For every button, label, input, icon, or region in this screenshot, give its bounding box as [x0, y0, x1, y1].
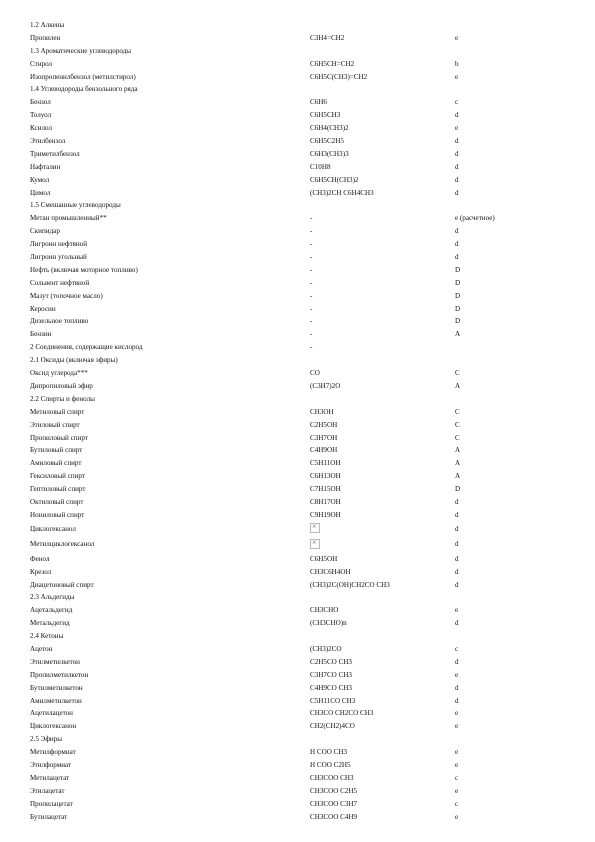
chemical-formula: C2H5OH: [310, 420, 338, 429]
chemical-formula: C6H5C2H5: [310, 137, 344, 146]
table-row: [30, 470, 570, 483]
substance-name: Пропилметилкетон: [30, 670, 89, 679]
substance-name: 1.5 Смешанные углеводороды: [30, 201, 121, 210]
table-row: [30, 630, 570, 643]
substance-name: Циклогексанон: [30, 722, 77, 731]
chemical-formula: CO: [310, 369, 320, 378]
substance-name: Метиловый спирт: [30, 407, 85, 416]
chemical-formula: -: [310, 278, 313, 287]
substance-name: Метальдегид: [30, 619, 70, 628]
substance-name: Этилбензол: [30, 137, 66, 146]
chemical-formula: C7H15OH: [310, 485, 341, 494]
substance-name: Толуол: [30, 111, 52, 120]
substance-name: Лигроин нефтяной: [30, 240, 88, 249]
chemical-formula: H COO CH3: [310, 748, 348, 757]
group-class: D: [455, 278, 461, 287]
chemical-formula: C6H5CH3: [310, 111, 341, 120]
group-class: d: [455, 253, 459, 262]
chemical-formula: C9H19OH: [310, 510, 341, 519]
substance-name: Нониловый спирт: [30, 510, 85, 519]
group-class: A: [455, 381, 461, 390]
chemical-formula: C3H7OH: [310, 433, 338, 442]
table-row: [30, 772, 570, 785]
substance-name: Бензол: [30, 98, 51, 107]
table-row: [30, 45, 570, 58]
chemical-formula: -: [310, 265, 313, 274]
group-class: d: [455, 683, 459, 692]
table-row: [30, 406, 570, 419]
table-row: [30, 733, 570, 746]
table-row: [30, 277, 570, 290]
chemical-formula: (CH3)2CO: [310, 644, 342, 653]
substance-name: Бутилметилкетон: [30, 683, 83, 692]
substance-name: Скипидар: [30, 227, 60, 236]
table-row: [30, 264, 570, 277]
table-row: [30, 509, 570, 522]
table-row: [30, 393, 570, 406]
substance-name: Диацетоновый спирт: [30, 580, 94, 589]
group-class: d: [455, 227, 459, 236]
table-row: [30, 354, 570, 367]
table-row: [30, 109, 570, 122]
substance-name: Дипропиловый эфир: [30, 381, 93, 390]
table-row: [30, 212, 570, 225]
group-class: D: [455, 291, 461, 300]
group-class: D: [455, 304, 461, 313]
substance-name: Триметилбензол: [30, 149, 80, 158]
chemical-formula: C3H7CO CH3: [310, 670, 352, 679]
group-class: c: [455, 644, 459, 653]
substance-name: Ацетон: [30, 644, 53, 653]
group-class: A: [455, 330, 461, 339]
table-row: [30, 579, 570, 592]
table-row: [30, 669, 570, 682]
substance-name: Этилформиат: [30, 760, 72, 769]
chemical-formula: -: [310, 304, 313, 313]
substance-name: Стирол: [30, 59, 53, 68]
table-row: [30, 225, 570, 238]
substance-name: Бензин: [30, 330, 52, 339]
table-row: [30, 483, 570, 496]
substance-name: Ацетальдегид: [30, 606, 73, 615]
substance-name: Амилметилкетон: [30, 696, 82, 705]
group-class: e: [455, 606, 459, 615]
substance-name: Фенол: [30, 554, 50, 563]
chemical-formula: H COO C2H5: [310, 760, 351, 769]
chemical-formula: C3H4=CH2: [310, 33, 345, 42]
substance-name: Пропилацетат: [30, 799, 73, 808]
table-row: [30, 19, 570, 32]
substance-name: Цимол: [30, 188, 51, 197]
substance-name: 2 Соединения, содержащие кислород: [30, 343, 143, 352]
chemical-formula: CH3COO CH3: [310, 773, 354, 782]
substance-name: Циклогексанол: [30, 524, 76, 533]
chemical-formula: CH3CO CH2CO CH3: [310, 709, 374, 718]
substance-name: Оксид углерода***: [30, 369, 88, 378]
table-row: [30, 643, 570, 656]
group-class: A: [455, 472, 461, 481]
substance-name: Ацетилацетон: [30, 709, 73, 718]
chemical-formula: CH3C6H4OH: [310, 567, 351, 576]
table-row: [30, 617, 570, 630]
table-row: [30, 290, 570, 303]
substance-name: Бутилацетат: [30, 812, 68, 821]
group-class: c: [455, 98, 459, 107]
broken-image-icon: [310, 522, 320, 538]
group-class: C: [455, 369, 460, 378]
substance-name: Лигроин угольный: [30, 253, 87, 262]
group-class: c: [455, 773, 459, 782]
table-row: [30, 174, 570, 187]
substance-name: 2.1 Оксиды (включая эфиры): [30, 356, 118, 365]
group-class: D: [455, 485, 461, 494]
table-row: [30, 315, 570, 328]
group-class: e: [455, 748, 459, 757]
substance-name: Сольвент нефтяной: [30, 278, 90, 287]
table-row: [30, 785, 570, 798]
group-class: d: [455, 188, 459, 197]
substance-name: Этиловый спирт: [30, 420, 80, 429]
table-row: [30, 656, 570, 669]
chemical-formula: CH3OH: [310, 407, 334, 416]
chemical-formula: C5H11CO CH3: [310, 696, 356, 705]
chemical-formula: -: [310, 291, 313, 300]
group-class: d: [455, 240, 459, 249]
substance-name: 1.4 Углеводороды бензольного ряда: [30, 85, 138, 94]
group-class: e: [455, 786, 459, 795]
chemical-formula: CH3COO C2H5: [310, 786, 358, 795]
substance-name: Бутиловый спирт: [30, 446, 83, 455]
substance-name: Амиловый спирт: [30, 459, 82, 468]
group-class: d: [455, 162, 459, 171]
chemical-formula: C6H6: [310, 98, 327, 107]
chemical-formula: C4H9CO CH3: [310, 683, 352, 692]
substance-name: Пропиловый спирт: [30, 433, 88, 442]
group-class: e: [455, 812, 459, 821]
group-class: d: [455, 580, 459, 589]
substance-name: Метилциклогексанол: [30, 540, 95, 549]
group-class: d: [455, 137, 459, 146]
chemical-formula: (CH3CHO)n: [310, 619, 347, 628]
table-row: [30, 96, 570, 109]
substance-name: Пропилен: [30, 33, 61, 42]
chemical-formula: CH3COO C4H9: [310, 812, 358, 821]
chemical-formula: C6H5CH=CH2: [310, 59, 355, 68]
chemical-formula: CH2(CH2)4CO: [310, 722, 355, 731]
group-class: b: [455, 59, 459, 68]
chemical-formula: CH3COO C3H7: [310, 799, 358, 808]
table-row: [30, 522, 570, 538]
group-class: d: [455, 111, 459, 120]
group-class: d: [455, 657, 459, 666]
substance-name: 2.3 Альдегиды: [30, 593, 75, 602]
chemical-formula: -: [310, 317, 313, 326]
chemical-formula: C6H5CH(CH3)2: [310, 175, 359, 184]
substance-name: Кумол: [30, 175, 50, 184]
table-row: [30, 380, 570, 393]
table-row: [30, 367, 570, 380]
chemical-formula: -: [310, 240, 313, 249]
chemical-formula: C10H8: [310, 162, 331, 171]
table-row: [30, 553, 570, 566]
group-class: D: [455, 317, 461, 326]
chemical-formula: CH3CHO: [310, 606, 339, 615]
chemical-formula: C6H3(CH3)3: [310, 149, 349, 158]
table-row: [30, 457, 570, 470]
table-row: [30, 798, 570, 811]
broken-image-icon: [310, 537, 320, 553]
substance-name: Метан промышленный**: [30, 214, 107, 223]
group-class: e: [455, 72, 459, 81]
substance-name: 1.3 Ароматические углеводороды: [30, 46, 132, 55]
table-row: [30, 811, 570, 824]
substance-name: Дизельное топливо: [30, 317, 89, 326]
chemical-formula: C4H9OH: [310, 446, 338, 455]
group-class: d: [455, 175, 459, 184]
chemical-formula: C6H13OH: [310, 472, 341, 481]
substance-name: 2.2 Спирты и фенолы: [30, 394, 95, 403]
chemical-formula: -: [310, 343, 313, 352]
chemical-formula: C2H5CO CH3: [310, 657, 352, 666]
broken-image-icon: [310, 523, 320, 533]
substance-name: 2.4 Кетоны: [30, 632, 64, 641]
substance-name: Мазут (топочное масло): [30, 291, 103, 300]
substance-name: Крезол: [30, 567, 52, 576]
table-row: [30, 303, 570, 316]
group-class: A: [455, 446, 461, 455]
table-row: [30, 432, 570, 445]
substance-name: Керосин: [30, 304, 56, 313]
group-class: d: [455, 540, 459, 549]
group-class: c: [455, 799, 459, 808]
substance-name: Нафталин: [30, 162, 61, 171]
group-class: d: [455, 524, 459, 533]
table-row: [30, 537, 570, 553]
chemical-formula: (CH3)2CH C6H4CH3: [310, 188, 374, 197]
table-row: [30, 419, 570, 432]
substance-name: Метилацетат: [30, 773, 70, 782]
table-row: [30, 238, 570, 251]
table-row: [30, 71, 570, 84]
group-class: e (расчетное): [455, 214, 495, 223]
group-class: d: [455, 619, 459, 628]
table-row: [30, 187, 570, 200]
table-row: [30, 591, 570, 604]
substance-name: Гексиловый спирт: [30, 472, 85, 481]
table-row: [30, 328, 570, 341]
group-class: e: [455, 760, 459, 769]
table-row: [30, 746, 570, 759]
table-row: [30, 604, 570, 617]
chemical-formula: -: [310, 227, 313, 236]
chemical-formula: -: [310, 214, 313, 223]
substance-name: Ксилол: [30, 124, 53, 133]
table-row: [30, 695, 570, 708]
table-row: [30, 682, 570, 695]
chemical-formula: -: [310, 253, 313, 262]
group-class: e: [455, 670, 459, 679]
substance-name: Гептиловый спирт: [30, 485, 86, 494]
broken-image-icon: [310, 539, 320, 549]
table-row: [30, 161, 570, 174]
table-row: [30, 707, 570, 720]
chemical-formula: C8H17OH: [310, 497, 341, 506]
table-row: [30, 135, 570, 148]
group-class: d: [455, 497, 459, 506]
group-class: e: [455, 709, 459, 718]
substance-name: Метилформиат: [30, 748, 76, 757]
group-class: e: [455, 33, 459, 42]
substance-name: Этилметилкетон: [30, 657, 80, 666]
substance-name: Изопропенилбензол (метилстирол): [30, 72, 136, 81]
substance-name: 2.5 Эфиры: [30, 735, 63, 744]
group-class: d: [455, 510, 459, 519]
substance-name: Нефть (включая моторное топливо): [30, 265, 138, 274]
substance-name: Этилацетат: [30, 786, 65, 795]
chemical-formula: (CH3)2C(OH)CH2CO CH3: [310, 580, 390, 589]
table-row: [30, 566, 570, 579]
chemical-formula: (C3H7)2O: [310, 381, 341, 390]
table-row: [30, 720, 570, 733]
group-class: e: [455, 722, 459, 731]
group-class: C: [455, 420, 460, 429]
table-row: [30, 148, 570, 161]
group-class: d: [455, 149, 459, 158]
table-row: [30, 122, 570, 135]
table-row: [30, 759, 570, 772]
table-row: [30, 496, 570, 509]
group-class: e: [455, 124, 459, 133]
group-class: d: [455, 567, 459, 576]
table-row: [30, 251, 570, 264]
table-row: [30, 83, 570, 96]
group-class: D: [455, 265, 461, 274]
group-class: C: [455, 433, 460, 442]
table-row: [30, 32, 570, 45]
chemical-formula: C6H4(CH3)2: [310, 124, 349, 133]
group-class: C: [455, 407, 460, 416]
chemical-formula: C5H11OH: [310, 459, 341, 468]
table-row: [30, 341, 570, 354]
chemical-formula: C6H5C(CH3)=CH2: [310, 72, 368, 81]
table-row: [30, 199, 570, 212]
chemical-formula: C6H5OH: [310, 554, 338, 563]
group-class: d: [455, 554, 459, 563]
substance-name: Октиловый спирт: [30, 497, 84, 506]
document-table: [30, 19, 570, 823]
table-row: [30, 444, 570, 457]
group-class: A: [455, 459, 461, 468]
substance-name: 1.2 Алкены: [30, 21, 65, 29]
chemical-formula: -: [310, 330, 313, 339]
table-row: [30, 58, 570, 71]
group-class: d: [455, 696, 459, 705]
